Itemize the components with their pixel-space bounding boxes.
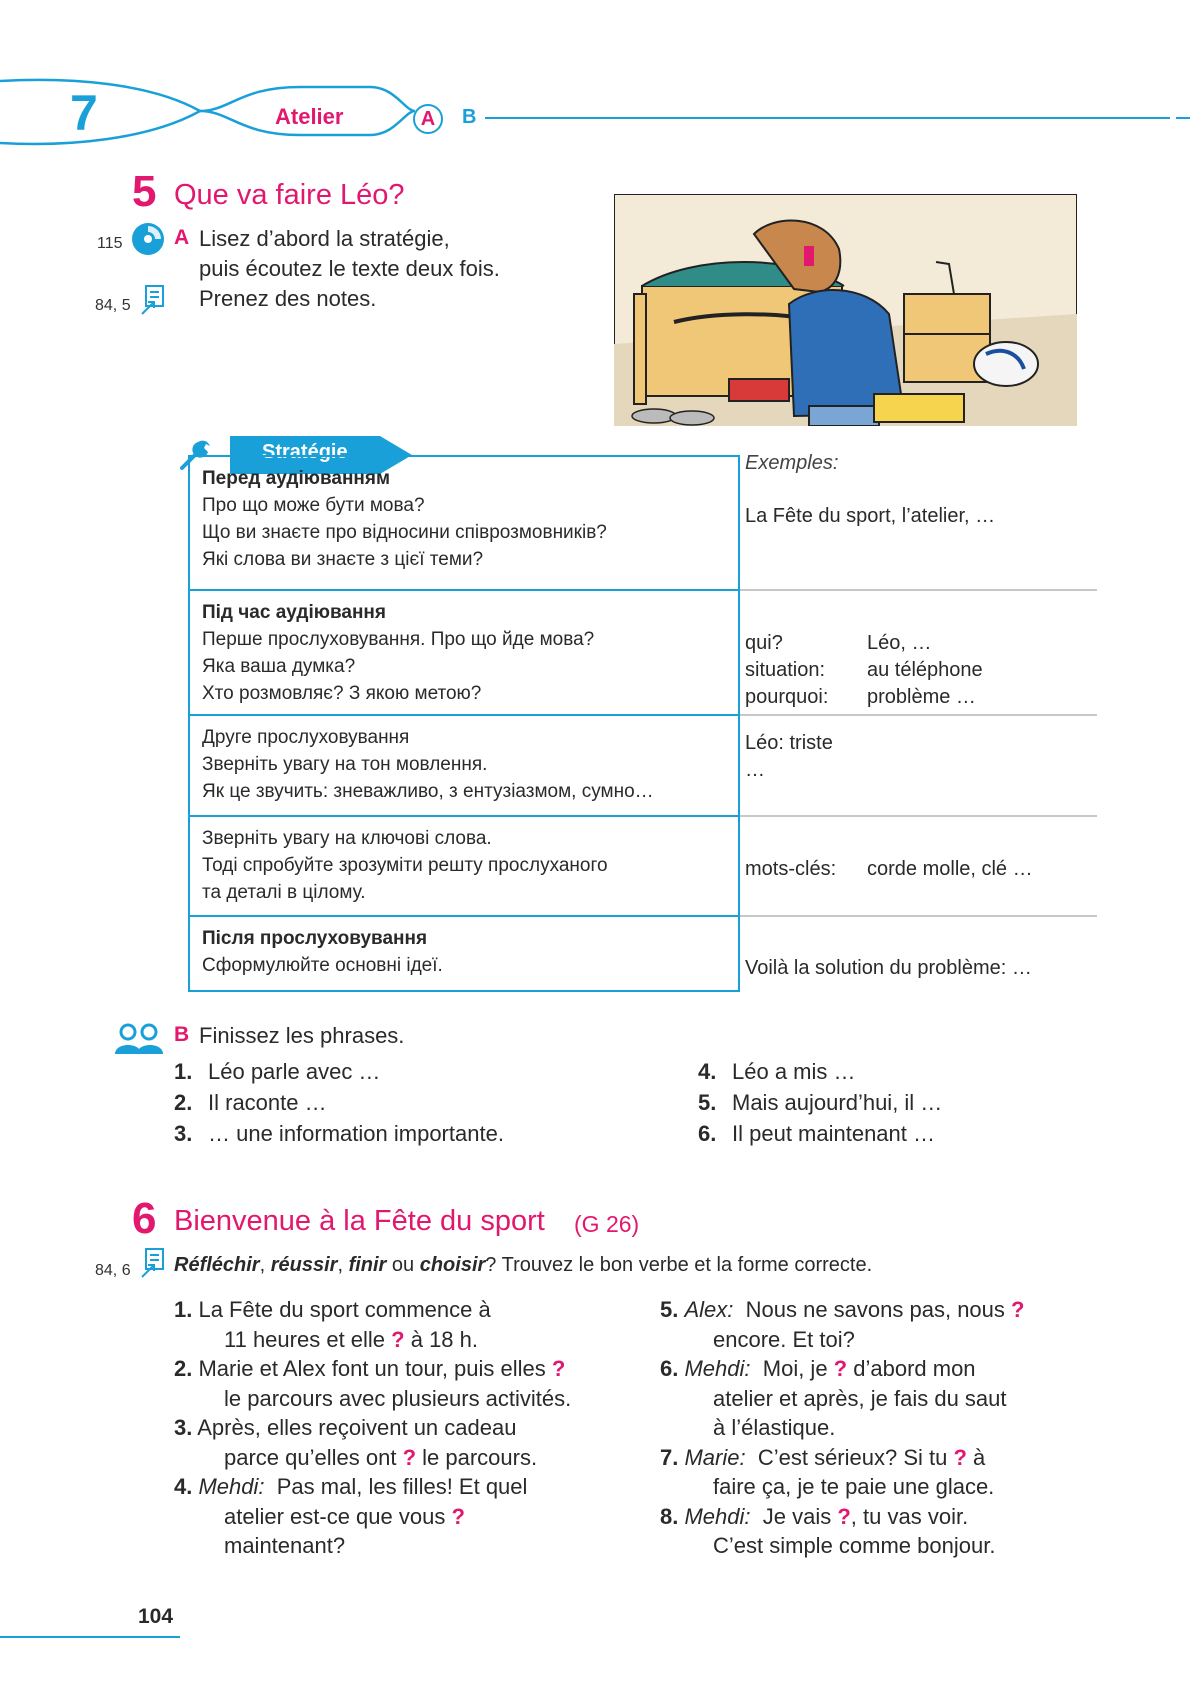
- list-item: 6. Mehdi: Moi, je ? d’abord mon: [660, 1356, 976, 1381]
- example-divider: [740, 589, 1097, 591]
- section-title: Atelier: [275, 104, 344, 129]
- page-number: 104: [138, 1605, 174, 1628]
- example-row-1: La Fête du sport, l’atelier, …: [745, 505, 996, 527]
- example-divider: [740, 815, 1097, 817]
- list-item: 2. Marie et Alex font un tour, puis elles ?: [174, 1356, 566, 1381]
- part-a-marker: A: [413, 104, 443, 134]
- exercise-6-title: Bienvenue à la Fête du sport: [174, 1205, 545, 1237]
- example-row-3: Léo: triste …: [745, 732, 833, 781]
- strategy-row-keywords: Зверніть увагу на ключові слова. Тоді спробуйте зрозуміти решту прослуханого та деталі в цілому.: [190, 817, 738, 917]
- part-b-list-left: [174, 1056, 504, 1149]
- grammar-ref: (G 26): [574, 1211, 640, 1237]
- example-row-5: Voilà la solution du problème: …: [745, 957, 1032, 979]
- list-item: 3. Après, elles reçoivent un cadeau: [174, 1415, 517, 1440]
- list-item: 7. Marie: C’est sérieux? Si tu ? à: [660, 1444, 986, 1470]
- list-item: 8. Mehdi: Je vais ?, tu vas voir.: [660, 1503, 969, 1529]
- pair-work-icon: [113, 1022, 165, 1056]
- list-item: 6. Il peut maintenant …: [698, 1121, 936, 1146]
- list-item: 4. Léo a mis …: [698, 1059, 856, 1084]
- exercise-6-number: 6: [132, 1194, 157, 1243]
- list-item: 5. Alex: Nous ne savons pas, nous ?: [660, 1297, 1025, 1322]
- workbook-ref-5: 84, 5: [95, 297, 131, 314]
- strategy-table: [188, 455, 740, 992]
- audio-track-ref: 115: [97, 235, 123, 252]
- workbook-ref-6: 84, 6: [95, 1262, 131, 1279]
- workbook-icon: [140, 1247, 166, 1279]
- strategy-row-during: Під час аудіювання Перше прослуховування. Про що йде мова? Яка ваша думка? Хто розмовляє? З якою метою?: [190, 591, 738, 716]
- list-item: 4. Mehdi: Pas mal, les filles! Et quel: [174, 1474, 528, 1499]
- exercise-6-instruction: Réfléchir, réussir, finir ou choisir? Trouvez le bon verbe et la forme correcte.: [174, 1254, 873, 1276]
- exercise-6-list-left: 1. La Fête du sport commence à 11 heures et elle ? à 18 h. 2. Marie et Alex font un tour, puis elles ? le parcours avec plusieurs activités. 3. Après, elles reçoivent un cadeau parce qu’elles ont ? le parcours. 4. Mehdi: Pas mal, les filles! Et quel atelier est-ce que vous ? maintenant?: [174, 1295, 644, 1561]
- exercise-5-number: 5: [132, 167, 157, 216]
- exercise-6-list-right: 5. Alex: Nous ne savons pas, nous ? encore. Et toi? 6. Mehdi: Moi, je ? d’abord mon atelier et après, je fais du saut à l’élastique. 7. Marie: C’est sérieux? Si tu ? à faire ça, je te paie une glace. 8. Mehdi: Je vais ?, tu vas voir. C’est simple comme bonjour.: [660, 1295, 1100, 1561]
- example-divider: [740, 714, 1097, 716]
- list-item: 5. Mais aujourd’hui, il …: [698, 1090, 943, 1115]
- strategy-row-second-listening: Друге прослуховування Зверніть увагу на тон мовлення. Як це звучить: зневажливо, з ентузіазмом, сумно…: [190, 716, 738, 817]
- strategy-row-after: Після прослуховування Сформулюйте основні ідеї.: [202, 928, 443, 976]
- strategy-row-before: Перед аудіюванням Про що може бути мова? Що ви знаєте про відносини співрозмовників? Які слова ви знаєте з цієї теми?: [190, 457, 738, 591]
- exercise-5-title: Que va faire Léo?: [174, 179, 405, 211]
- part-b-label: B: [174, 1023, 190, 1046]
- example-divider: [740, 915, 1097, 917]
- part-a-label: A: [174, 226, 190, 249]
- workbook-icon: [140, 284, 166, 316]
- strategy-banner-label: Stratégie: [262, 441, 348, 463]
- example-row-2: qui? Léo, … situation: au téléphone pourquoi: problème …: [745, 632, 983, 708]
- example-row-4: mots-clés: corde molle, clé …: [745, 858, 1033, 880]
- chapter-number: 7: [70, 85, 98, 141]
- list-item: 2. Il raconte …: [174, 1090, 327, 1115]
- list-item: 1. La Fête du sport commence à: [174, 1297, 491, 1322]
- illustration-leo-phone: [614, 194, 1077, 426]
- footer-rule: [0, 1636, 180, 1638]
- audio-cd-icon[interactable]: [131, 222, 165, 256]
- examples-label: Exemples:: [745, 452, 839, 474]
- list-item: 1. Léo parle avec …: [174, 1059, 381, 1084]
- part-b-marker: B: [462, 106, 477, 128]
- part-b-list-right: [698, 1056, 942, 1149]
- part-b-instruction: Finissez les phrases.: [199, 1023, 405, 1048]
- chapter-header-decoration: [0, 75, 1190, 155]
- list-item: 3. … une information importante.: [174, 1121, 504, 1146]
- part-a-instructions: Lisez d’abord la stratégie, puis écoutez le texte deux fois. Prenez des notes.: [199, 226, 500, 311]
